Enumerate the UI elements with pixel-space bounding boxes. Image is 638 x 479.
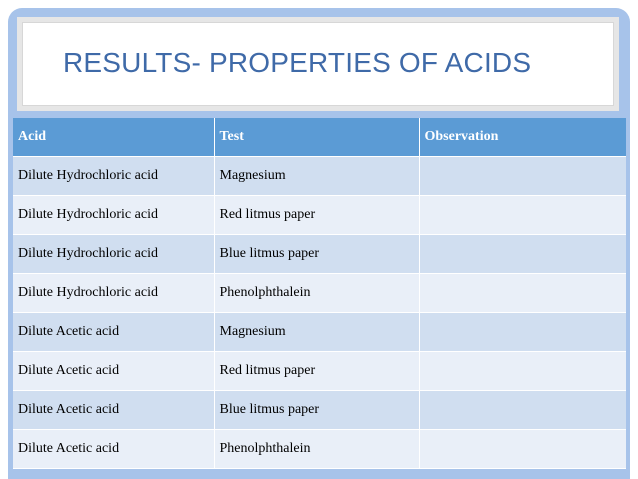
observation-cell [419,273,626,312]
table-row [13,351,626,390]
table-row [13,156,626,195]
header-acid: Acid [13,118,214,156]
observation-cell [419,156,626,195]
test-cell: Red litmus paper [214,351,419,390]
table-row [13,312,626,351]
acid-cell: Dilute Hydrochloric acid [13,195,214,234]
observation-cell [419,312,626,351]
test-cell: Magnesium [214,156,419,195]
observation-cell [419,429,626,468]
test-cell: Phenolphthalein [214,273,419,312]
acid-cell: Dilute Acetic acid [13,312,214,351]
acid-cell: Dilute Hydrochloric acid [13,273,214,312]
test-cell: Blue litmus paper [214,234,419,273]
header-observation: Observation [419,118,626,156]
acid-cell: Dilute Hydrochloric acid [13,234,214,273]
acid-cell: Dilute Acetic acid [13,429,214,468]
observation-cell [419,234,626,273]
observation-cell [419,390,626,429]
results-table [13,118,626,469]
table-row [13,429,626,468]
table-row [13,390,626,429]
acid-cell: Dilute Acetic acid [13,390,214,429]
acid-cell: Dilute Hydrochloric acid [13,156,214,195]
table-row [13,234,626,273]
observation-cell [419,195,626,234]
table-header-row [13,118,626,156]
observation-cell [419,351,626,390]
header-test: Test [214,118,419,156]
acid-cell: Dilute Acetic acid [13,351,214,390]
slide-title: RESULTS- PROPERTIES OF ACIDS [63,47,532,78]
table-row [13,195,626,234]
table-row [13,273,626,312]
test-cell: Blue litmus paper [214,390,419,429]
test-cell: Magnesium [214,312,419,351]
test-cell: Red litmus paper [214,195,419,234]
title-box [22,22,614,106]
test-cell: Phenolphthalein [214,429,419,468]
